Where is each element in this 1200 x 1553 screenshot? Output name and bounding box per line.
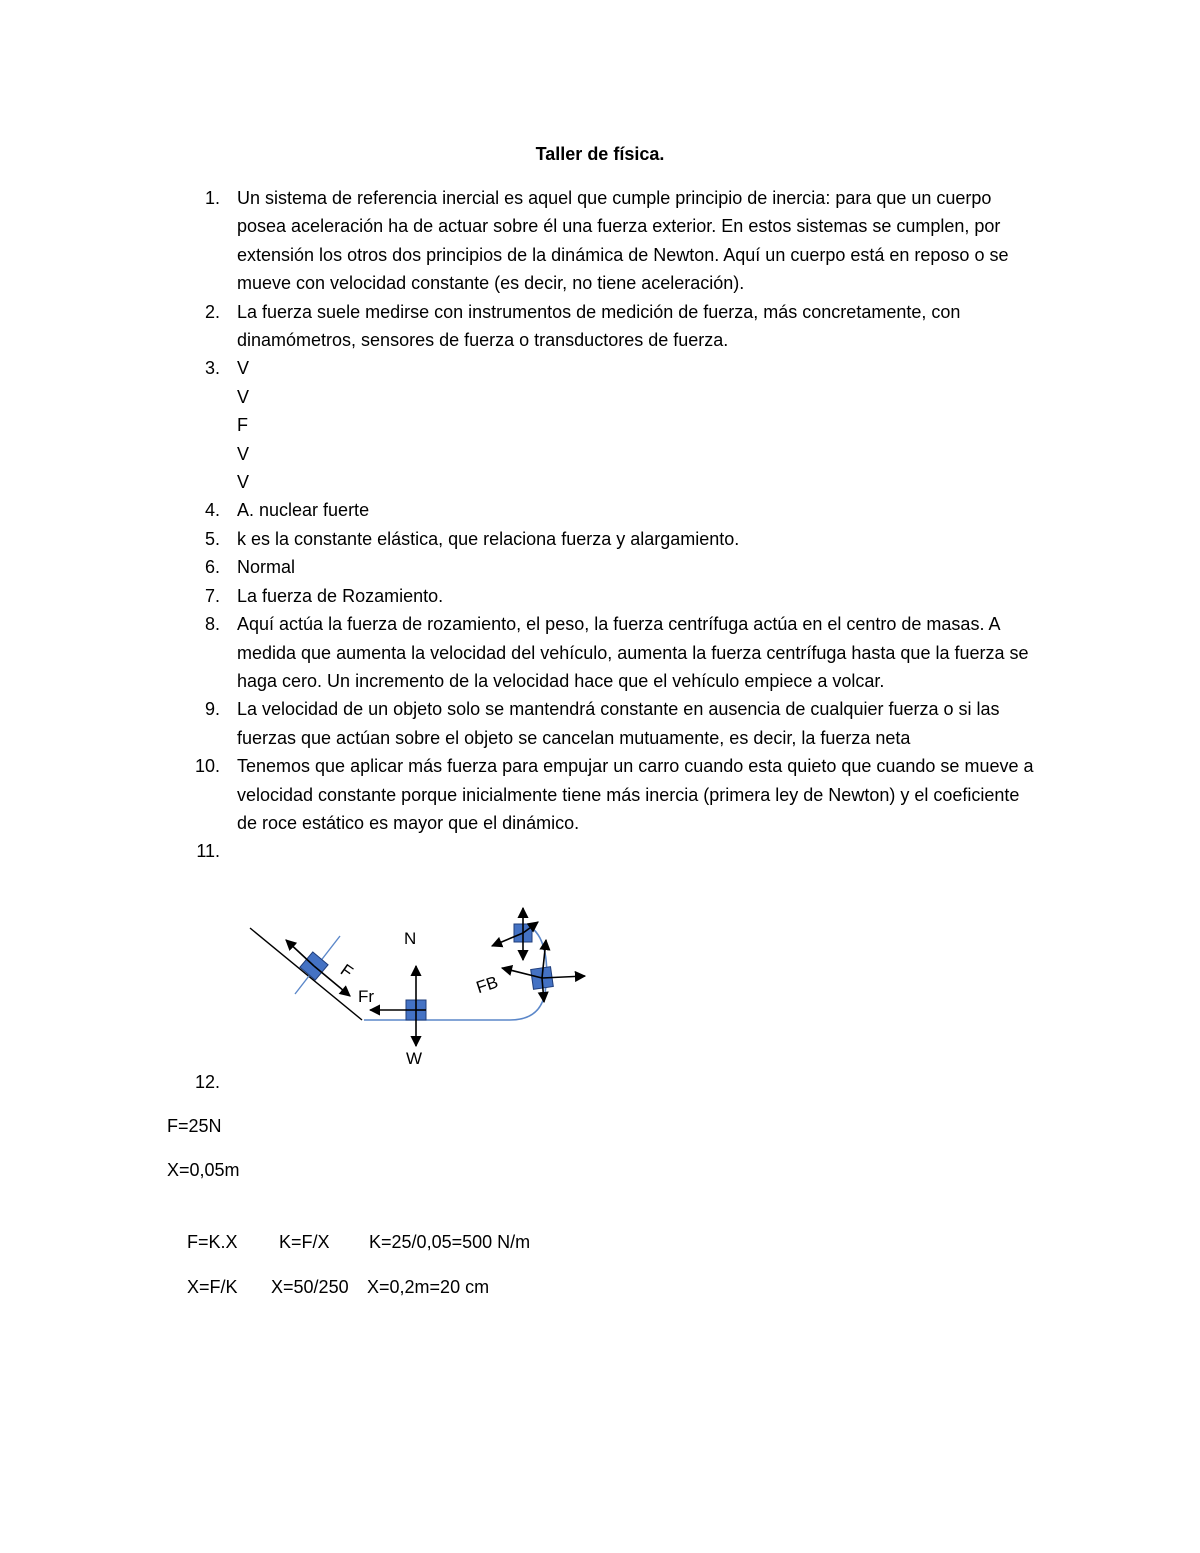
item-text [237, 1072, 242, 1092]
true-false-answer: V [237, 472, 250, 493]
true-false-answer: V [237, 386, 250, 407]
list-item [160, 525, 1040, 553]
item-number: 4. [204, 500, 220, 521]
flat-block [370, 966, 426, 1046]
item-number: 12. [194, 1072, 220, 1092]
list-item [160, 184, 1040, 298]
force-label-w: W [406, 1049, 423, 1068]
item-number: 1. [204, 188, 220, 208]
force-label-n: N [404, 929, 417, 948]
force-label-f: F [336, 960, 357, 982]
calc-formula: K=F/X [279, 1232, 330, 1253]
answer-list [160, 184, 1040, 866]
calc-formula: X=50/250 [271, 1277, 349, 1298]
item-text: La fuerza suele medirse con instrumentos de medición de fuerza, más concretamente, con dinamómetros, sensores de fuerza o transductores de fuerza. [237, 301, 961, 351]
item-number: 11. [196, 841, 220, 862]
force-label-fr: Fr [358, 987, 375, 1006]
incline-block [286, 940, 350, 996]
item-number: 5. [204, 528, 220, 549]
force-diagram [240, 898, 600, 1074]
true-false-answer: F [237, 415, 248, 436]
item-text: A. nuclear fuerte [237, 500, 370, 521]
item-number: 9. [204, 699, 220, 720]
true-false-answer: V [237, 358, 250, 379]
item-number: 3. [204, 358, 220, 379]
item-number: 2. [204, 301, 220, 322]
item-number: 6. [204, 557, 220, 578]
curve-top-block [492, 908, 538, 960]
calc-formula: X=F/K [187, 1277, 238, 1298]
item-text: La fuerza de Rozamiento. [237, 585, 444, 606]
item-text: k es la constante elástica, que relaciona fuerza y alargamiento. [237, 528, 740, 549]
calc-line-distance [167, 1245, 489, 1330]
calc-line-force: F=25N [167, 1116, 222, 1136]
list-item [160, 582, 1040, 610]
list-item [160, 553, 1040, 581]
page-title: Taller de física. [535, 144, 665, 164]
list-item [160, 610, 1040, 695]
item-text: Tenemos que aplicar más fuerza para empujar un carro cuando esta quieto que cuando se mueve a velocidad constante porque inicialmente tiene más inercia (primera ley de Newton) y el coeficiente de roce estático es mayor que el dinámico. [237, 756, 1034, 833]
item-number: 10. [194, 756, 220, 777]
force-label-fb: FB [473, 972, 501, 998]
list-item [160, 1068, 1117, 1096]
list-item [160, 354, 1040, 496]
item-text: Un sistema de referencia inercial es aquel que cumple principio de inercia: para que un cuerpo posea aceleración ha de actuar sobre él una fuerza exterior. En estos sistemas se cumplen, por extensión los otros dos principios de la dinámica de Newton. Aquí un cuerpo está en reposo o se mueve con velocidad constante (es decir, no tiene aceleración). [237, 188, 1009, 294]
item-text [237, 841, 242, 861]
item-number: 8. [204, 614, 220, 635]
list-item [160, 695, 1040, 752]
calc-result: X=0,2m=20 cm [367, 1277, 490, 1298]
calc-formula: F=K.X [187, 1232, 238, 1253]
item-text: Aquí actúa la fuerza de rozamiento, el peso, la fuerza centrífuga actúa en el centro de masas. A medida que aumenta la velocidad del vehículo, aumenta la fuerza centrífuga hasta que la fuerza se haga cero. Un incremento de la velocidad hace que el vehículo empiece a volcar. [237, 614, 1029, 691]
list-item [160, 298, 1040, 355]
calc-result: K=25/0,05=500 N/m [369, 1232, 531, 1253]
item-text: Normal [237, 557, 296, 578]
list-item [160, 837, 1040, 865]
item-text: La velocidad de un objeto solo se mantendrá constante en ausencia de cualquier fuerza o si las fuerzas que actúan sobre el objeto se cancelan mutuamente, es decir, la fuerza neta [237, 699, 1000, 748]
item-number: 7. [204, 585, 220, 606]
true-false-answer: V [237, 443, 250, 464]
list-item [160, 496, 1040, 524]
calc-line-elongation: X=0,05m [167, 1160, 240, 1180]
list-item [160, 752, 1040, 837]
